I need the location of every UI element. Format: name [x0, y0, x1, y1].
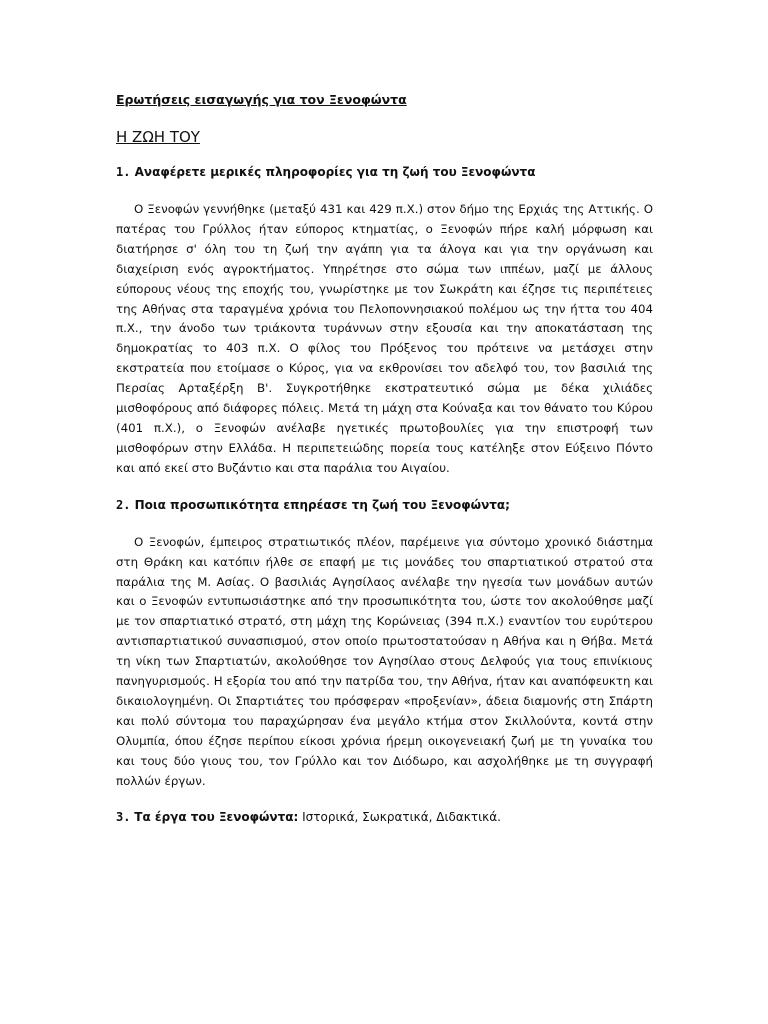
question-3 — [116, 809, 653, 825]
answer-1-paragraph: Ο Ξενοφών γεννήθηκε (μεταξύ 431 και 429 π.Χ.) στον δήμο της Ερχιάς της Αττικής. Ο πατέρας του Γρύλλος ήταν εύπορος κτηματίας, ο Ξενοφών πήρε καλή μόρφωση και διατήρησε σ' όλη του τη ζωή την αγάπη για τα άλογα και για την οργάνωση και διαχείριση ενός αγροκτήματος. Υπηρέτησε στο σώμα των ιππέων, μαζί με άλλους εύπορους νέους της εποχής του, γνωρίστηκε με τον Σωκράτη και έζησε τις περιπέτειες της Αθήνας στα ταραγμένα χρόνια του Πελοποννησιακού πολέμου ως την ήττα του 404 π.Χ., την άνοδο των τριάκοντα τυράννων στην εξουσία και την αποκατάσταση της δημοκρατίας το 403 π.Χ. Ο φίλος του Πρόξενος του πρότεινε να μετάσχει στην εκστρατεία που ετοίμασε ο Κύρος, για να εκθρονίσει τον αδελφό του, τον βασιλιά της Περσίας Αρταξέρξη Β'. Συγκροτήθηκε εκστρατευτικό σώμα με δέκα χιλιάδες μισθοφόρους από διάφορες πόλεις. Μετά τη μάχη στα Κούναξα και τον θάνατο του Κύρου (401 π.Χ.), ο Ξενοφών ανέλαβε ηγετικές πρωτοβουλίες για την επιστροφή των μισθοφόρων στην Ελλάδα. Η περιπετειώδης πορεία τους κατέληξε στον Εύξεινο Πόντο και από εκεί στο Βυζάντιο και στα παράλια του Αιγαίου. — [116, 202, 653, 475]
question-3-text: Τα έργα του Ξενοφώντα: — [134, 810, 299, 825]
section-heading: Η ΖΩΗ ΤΟΥ — [116, 128, 200, 146]
document-page — [116, 92, 653, 825]
question-2-text: Ποια προσωπικότητα επηρέασε τη ζωή του Ξενοφώντα; — [134, 497, 510, 512]
question-2 — [116, 497, 653, 513]
question-1 — [116, 164, 653, 180]
question-2-number: 2. — [116, 497, 131, 512]
answer-3-text: Ιστορικά, Σωκρατικά, Διδακτικά. — [302, 810, 501, 825]
document-title: Ερωτήσεις εισαγωγής για τον Ξενοφώντα — [116, 92, 407, 107]
answer-2-paragraph: Ο Ξενοφών, έμπειρος στρατιωτικός πλέον, παρέμεινε για σύντομο χρονικό διάστημα στη Θράκη και κατόπιν ήλθε σε επαφή με τις μονάδες του σπαρτιατικού στρατού στα παράλια της Μ. Ασίας. Ο βασιλιάς Αγησίλαος ανέλαβε την ηγεσία των μονάδων αυτών και ο Ξενοφών εντυπωσιάστηκε από την προσωπικότητα του, ώστε τον ακολούθησε μαζί με τον σπαρτιατικό στρατό, στη μάχη της Κορώνειας (394 π.Χ.) εναντίον του ευρύτερου αντισπαρτιατικού συνασπισμού, στον οποίο πρωτοστατούσαν η Αθήνα και η Θήβα. Μετά τη νίκη των Σπαρτιατών, ακολούθησε τον Αγησίλαο στους Δελφούς για τους επινίκιους πανηγυρισμούς. Η εξορία του από την πατρίδα του, την Αθήνα, ήταν και αναπόφευκτη και δικαιολογημένη. Οι Σπαρτιάτες του πρόσφεραν «προξενίαν», άδεια διαμονής στη Σπάρτη και πολύ σύντομα του παραχώρησαν ένα μεγάλο κτήμα στον Σκιλλούντα, κοντά στην Ολυμπία, όπου έζησε περίπου είκοσι χρόνια ήρεμη οικογενειακή ζωή με τη γυναίκα του και τους δύο γιους του, τον Γρύλλο και τον Διόδωρο, και ασχολήθηκε με τη συγγραφή πολλών έργων. — [116, 534, 653, 788]
question-3-number: 3. — [116, 810, 131, 825]
question-1-number: 1. — [116, 165, 131, 179]
question-1-text: Αναφέρετε μερικές πληροφορίες για τη ζωή του Ξενοφώντα — [134, 165, 536, 179]
